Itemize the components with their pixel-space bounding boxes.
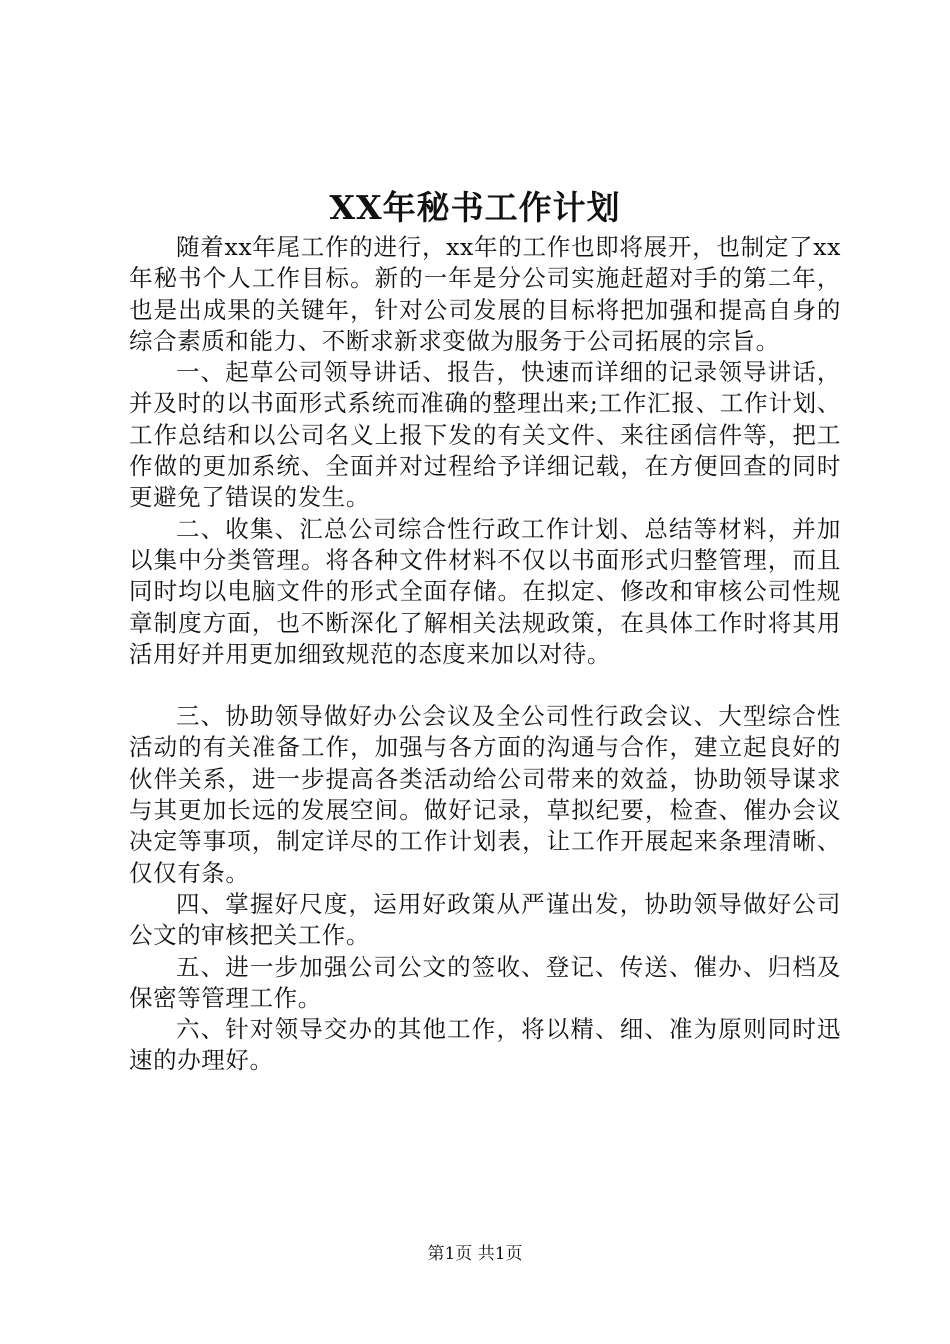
paragraph-item-1: 一、起草公司领导讲话、报告，快速而详细的记录领导讲话，并及时的以书面形式系统而准确的整理出来;工作汇报、工作计划、工作总结和以公司名义上报下发的有关文件、来往函信件等，把工作做的更加系统、全面并对过程给予详细记载，在方便回查的同时更避免了错误的发生。 bbox=[129, 358, 841, 512]
paragraph-intro: 随着xx年尾工作的进行，xx年的工作也即将展开，也制定了xx年秘书个人工作目标。新的一年是分公司实施赶超对手的第二年，也是出成果的关键年，针对公司发展的目标将把加强和提高自身的综合素质和能力、不断求新求变做为服务于公司拓展的宗旨。 bbox=[129, 233, 841, 355]
paragraph-item-2: 二、收集、汇总公司综合性行政工作计划、总结等材料，并加以集中分类管理。将各种文件材料不仅以书面形式归整管理，而且同时均以电脑文件的形式全面存储。在拟定、修改和审核公司性规章制度方面，也不断深化了解相关法规政策，在具体工作时将其用活用好并用更加细致规范的态度来加以对待。 bbox=[129, 514, 841, 668]
paragraph-item-6: 六、针对领导交办的其他工作，将以精、细、准为原则同时迅速的办理好。 bbox=[129, 1015, 841, 1075]
paragraph-item-5: 五、进一步加强公司公文的签收、登记、传送、催办、归档及保密等管理工作。 bbox=[129, 952, 841, 1012]
page-footer: 第1页 共1页 bbox=[427, 1244, 523, 1264]
paragraph-item-4: 四、掌握好尺度，运用好政策从严谨出发，协助领导做好公司公文的审核把关工作。 bbox=[129, 889, 841, 950]
paragraph-item-3: 三、协助领导做好办公会议及全公司性行政会议、大型综合性活动的有关准备工作，加强与各方面的沟通与合作，建立起良好的伙伴关系，进一步提高各类活动给公司带来的效益，协助领导谋求与其更加长远的发展空间。做好记录，草拟纪要，检查、催办会议决定等事项，制定详尽的工作计划表，让工作开展起来条理清晰、仅仅有条。 bbox=[129, 702, 841, 887]
document-title: XX年秘书工作计划 bbox=[329, 188, 621, 227]
paragraph-gap bbox=[129, 670, 841, 701]
document-body bbox=[129, 232, 841, 1077]
